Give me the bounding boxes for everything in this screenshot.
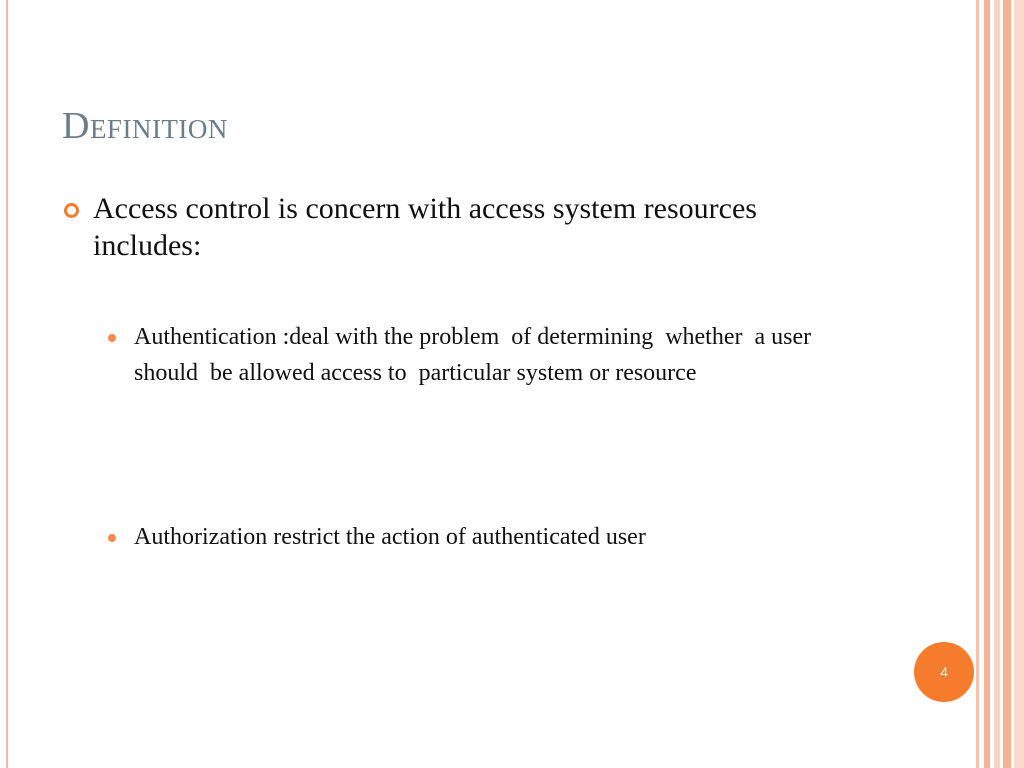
dot-bullet-icon — [108, 534, 116, 542]
decorative-stripe — [976, 0, 979, 768]
decorative-stripe — [1014, 0, 1024, 768]
sub-bullet-authorization: Authorization restrict the action of authenticated user — [134, 524, 646, 550]
decorative-stripe — [1003, 0, 1011, 768]
sub-bullet-authentication: Authentication :deal with the problem of determining whether a user should be allowed access to particular system or resource — [134, 324, 824, 386]
decorative-stripe — [984, 0, 990, 768]
decorative-stripe — [994, 0, 1000, 768]
left-border-line — [6, 0, 8, 768]
ring-bullet-icon — [64, 203, 79, 218]
page-number-badge: 4 — [914, 642, 974, 702]
dot-bullet-icon — [108, 334, 116, 342]
main-bullet-text: Access control is concern with access system resources includes: — [93, 192, 757, 262]
slide-title: Definition — [62, 105, 228, 147]
